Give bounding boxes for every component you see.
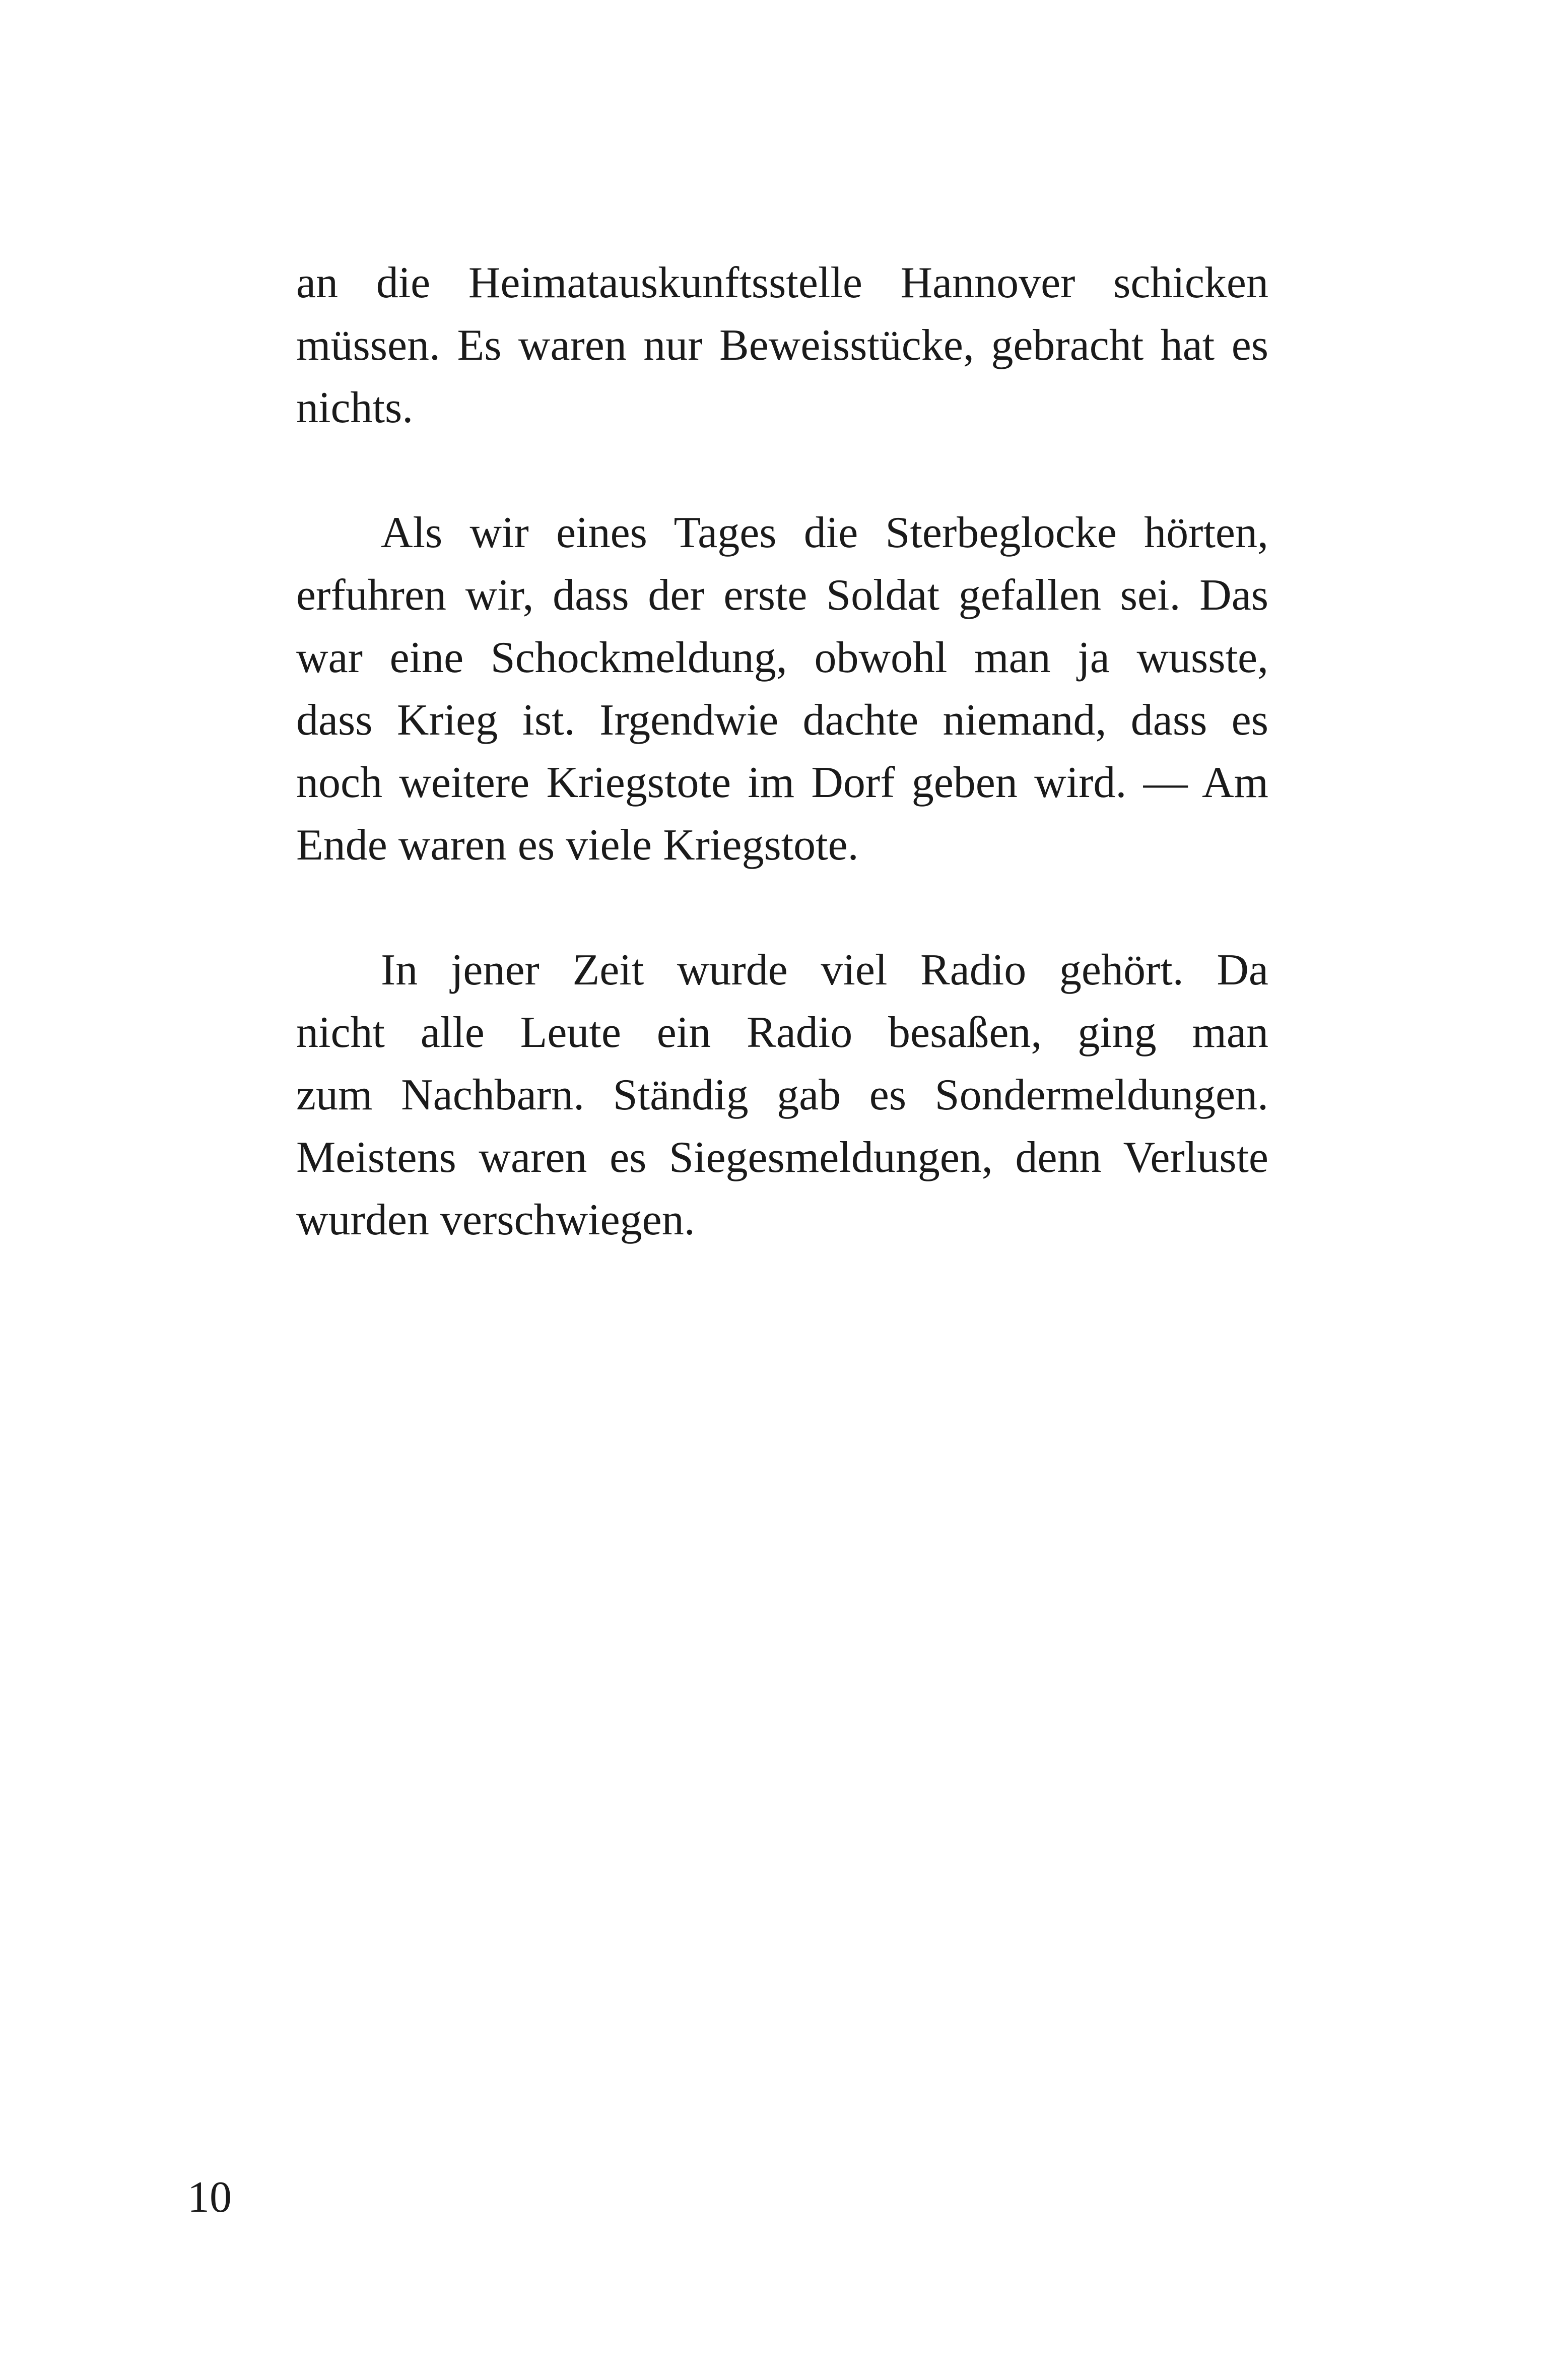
text-line: müssen. Es waren nur Beweisstücke, gebracht hat es [296, 321, 1268, 370]
text-line: nicht alle Leute ein Radio besaßen, ging man [296, 1008, 1268, 1057]
text-line: zum Nachbarn. Ständig gab es Sondermeldungen. [296, 1071, 1268, 1119]
text-line: Ende waren es viele Kriegstote. [296, 821, 859, 870]
text-line: an die Heimatauskunftsstelle Hannover schicken [296, 258, 1268, 307]
text-line: dass Krieg ist. Irgendwie dachte niemand, dass es [296, 696, 1268, 745]
page-number: 10 [187, 2173, 232, 2222]
text-line: nichts. [296, 383, 414, 432]
text-line: erfuhren wir, dass der erste Soldat gefallen sei. Das [296, 571, 1268, 620]
paragraph-1 [296, 252, 1268, 439]
text-line: war eine Schockmeldung, obwohl man ja wusste, [296, 633, 1268, 682]
text-line: noch weitere Kriegstote im Dorf geben wird. — Am [296, 758, 1268, 807]
text-line: wurden verschwiegen. [296, 1196, 695, 1244]
text-line: Meistens waren es Siegesmeldungen, denn Verluste [296, 1133, 1268, 1182]
paragraph-3 [296, 939, 1268, 1251]
body-text [296, 252, 1268, 1314]
text-line: In jener Zeit wurde viel Radio gehört. Da [381, 946, 1268, 995]
paragraph-2 [296, 502, 1268, 877]
text-line: Als wir eines Tages die Sterbeglocke hörten, [381, 508, 1268, 557]
